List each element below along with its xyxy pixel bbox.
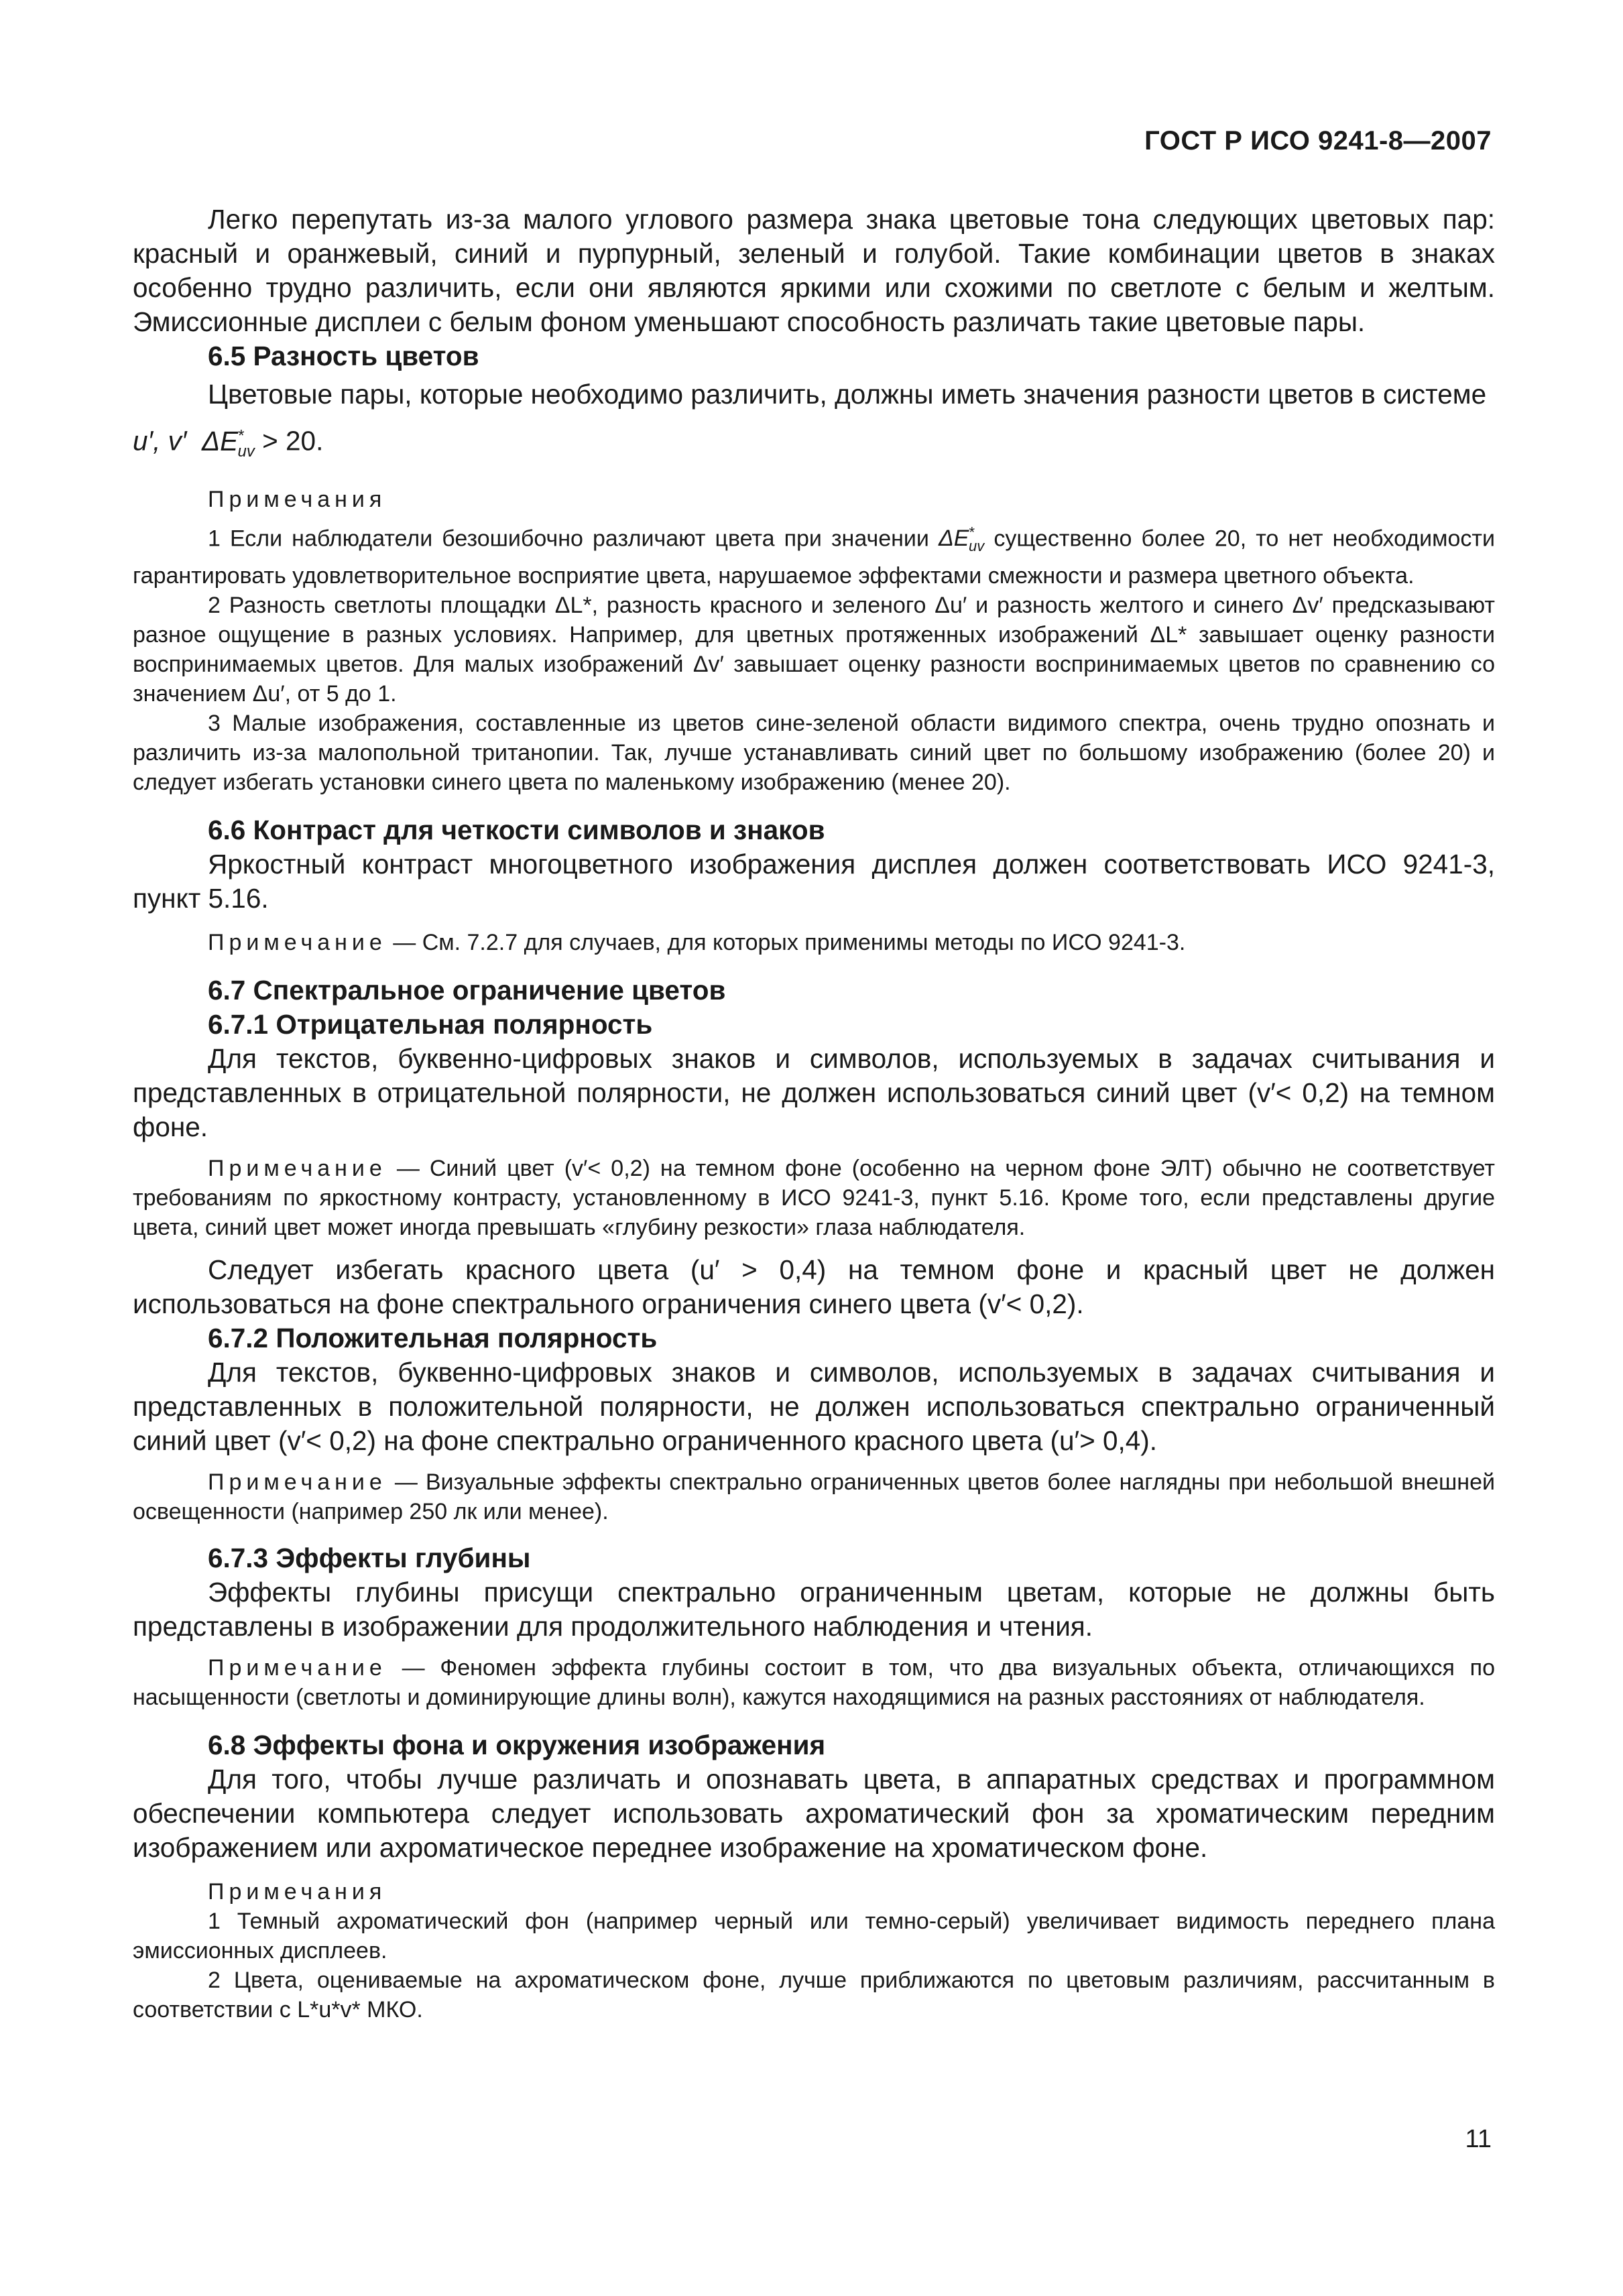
section-6-6-note: Примечание — См. 7.2.7 для случаев, для которых применимы методы по ИСО 9241-3. [208,929,1186,955]
section-6-8-body: Для того, чтобы лучше различать и опознавать цвета, в аппаратных средствах и программном обеспечении компьютера следует использовать ахроматический фон за хроматическим передним изображением или ахроматическое переднее изображение на хроматическом фоне. [133,1763,1495,1863]
page-number: 11 [1465,2125,1492,2153]
section-6-5-body-b: > 20. [254,425,324,457]
section-6-5-body [133,373,1495,473]
section-6-6-title: 6.6 Контраст для четкости символов и знаков [208,814,825,845]
section-6-8-title: 6.8 Эффекты фона и окружения изображения [208,1729,826,1760]
section-6-5-body-a: Цветовые пары, которые необходимо различить, должны иметь значения разности цветов в системе [208,379,1487,410]
page-content [133,202,1495,2025]
section-6-5-note-2: 2 Разность светлоты площадки ΔL*, разность красного и зеленого Δu′ и разность желтого и синего Δv′ предсказывают разное ощущение в разных условиях. Например, для цветных протяженных изображений ΔL* завышает оценку разности воспринимаемых цветов. Для малых изображений Δv′ завышает оценку разности воспринимаемых цветов по сравнению со значением Δu′, от 5 до 1. [133,592,1495,707]
section-6-8-notes-label: Примечания [208,1878,387,1905]
section-6-7-title: 6.7 Спектральное ограничение цветов [208,974,726,1006]
intro-paragraph: Легко перепутать из-за малого углового размера знака цветовые тона следующих цветовых пар: красный и оранжевый, синий и пурпурный, зеленый и голубой. Такие комбинации цветов в знаках особенно трудно различить, если они являются яркими или схожими по светлоте с белым и желтым. Эмиссионные дисплеи с белым фоном уменьшают способность различать такие цветовые пары. [133,204,1495,337]
section-6-7-2-title: 6.7.2 Положительная полярность [208,1322,658,1353]
section-6-7-3-body: Эффекты глубины присущи спектрально ограниченным цветам, которые не должны быть представлены в изображении для продолжительного наблюдения и чтения. [133,1576,1495,1642]
section-6-5-title: 6.5 Разность цветов [208,341,479,371]
section-6-8-note-2: 2 Цвета, оцениваемые на ахроматическом фоне, лучше приближаются по цветовым различиям, рассчитанным в соответствии с L*u*v* МКО. [133,1967,1495,2022]
delta-e-symbol-note: $\Delta E^*_{uv}$ [938,524,985,554]
document-header: ГОСТ Р ИСО 9241-8—2007 [1144,126,1492,156]
section-6-7-1-note: Примечание — Синий цвет (v′< 0,2) на темном фоне (особенно на черном фоне ЭЛТ) обычно не соответствует требованиям по яркостному контрасту, установленному в ИСО 9241-3, пункт 5.16. Кроме того, если представлены другие цвета, синий цвет может иногда превышать «глубину резкости» глаза наблюдателя. [133,1155,1495,1240]
section-6-5-note-1: 1 Если наблюдатели безошибочно различают цвета при значении $\Delta E^*_{uv}$ существенно более 20, то нет необходимости гарантировать удовлетворительное восприятие цвета, нарушаемое эффектами смежности и размера цветного объекта. [133,524,1495,589]
section-6-7-2-note: Примечание — Визуальные эффекты спектрально ограниченных цветов более наглядны при небольшой внешней освещенности (например 250 лк или менее). [133,1469,1495,1524]
section-6-6-body: Яркостный контраст многоцветного изображения дисплея должен соответствовать ИСО 9241-3, пункт 5.16. [133,848,1495,914]
section-6-5-note-3: 3 Малые изображения, составленные из цветов сине-зеленой области видимого спектра, очень трудно опознать и различить из-за малопольной тританопии. Так, лучше устанавливать синий цвет по большому изображению (более 20) и следует избегать установки синего цвета по маленькому изображению (менее 20). [133,710,1495,795]
section-6-5-notes-label: Примечания [208,486,387,512]
section-6-7-1-title: 6.7.1 Отрицательная полярность [208,1008,653,1040]
section-6-7-1-body: Для текстов, буквенно-цифровых знаков и символов, используемых в задачах считывания и представленных в отрицательной полярности, не должен использоваться синий цвет (v′< 0,2) на темном фоне. [133,1042,1495,1142]
section-6-7-2-body: Для текстов, буквенно-цифровых знаков и символов, используемых в задачах считывания и представленных в положительной полярности, не должен использоваться спектрально ограниченный синий цвет (v′< 0,2) на фоне спектрально ограниченного красного цвета (u′> 0,4). [133,1356,1495,1456]
section-6-7-3-title: 6.7.3 Эффекты глубины [208,1542,531,1573]
section-6-7-3-note: Примечание — Феномен эффекта глубины состоит в том, что два визуальных объекта, отличающихся по насыщенности (светлоты и доминирующие длины волн), кажутся находящимися на разных расстояниях от наблюдателя. [133,1654,1495,1710]
section-6-7-1-body-2: Следует избегать красного цвета (u′ > 0,4) на темном фоне и красный цвет не должен использоваться на фоне спектрального ограничения синего цвета (v′< 0,2). [133,1254,1495,1319]
uv-symbol: u′, v′ [133,425,187,457]
delta-e-symbol: $\Delta E^*_{uv}$ [201,425,255,461]
section-6-8-note-1: 1 Темный ахроматический фон (например черный или темно-серый) увеличивает видимость переднего плана эмиссионных дисплеев. [133,1908,1495,1963]
